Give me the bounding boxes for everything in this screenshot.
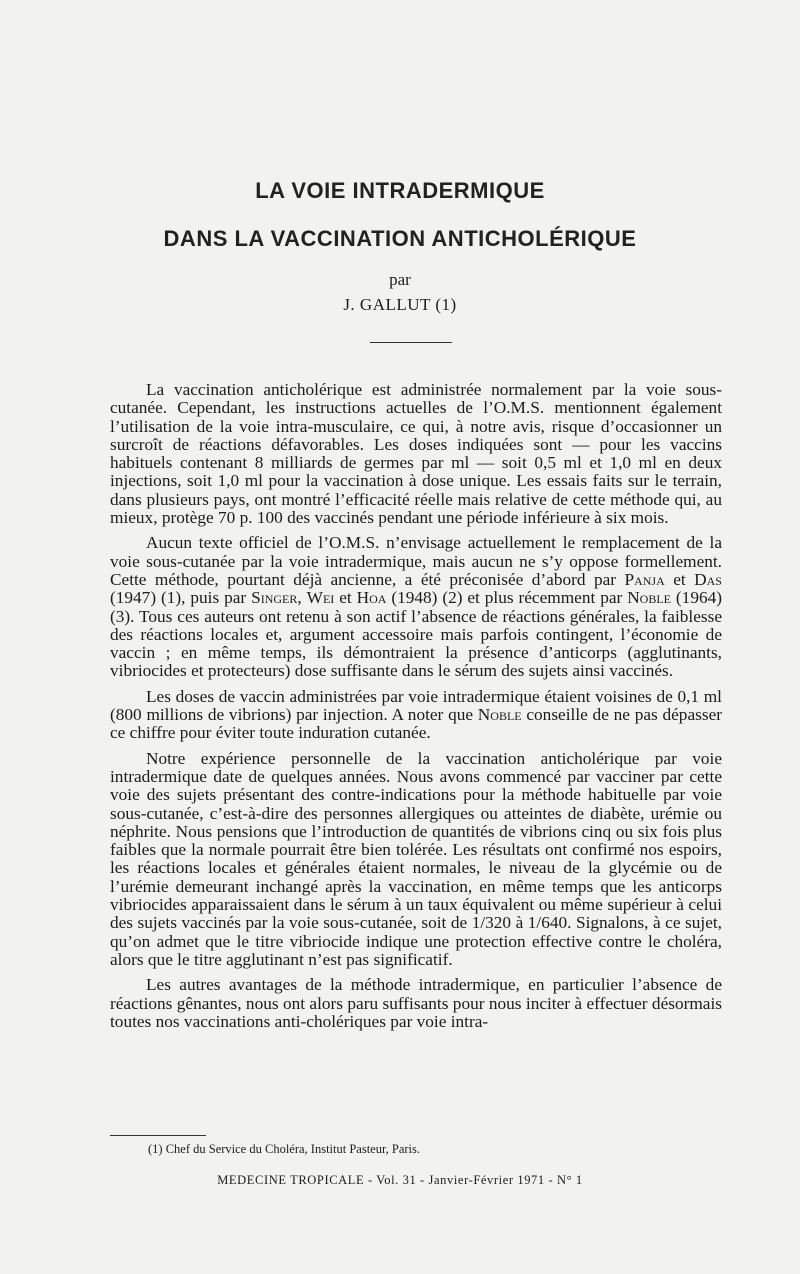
p2-text-e: et <box>334 588 357 608</box>
author-ref-wei: Wei <box>306 588 335 608</box>
author-ref-hoa: Hoa <box>356 588 387 608</box>
p2-text-d: , <box>297 588 307 608</box>
article-title-line-2: DANS LA VACCINATION ANTICHOLÉRIQUE <box>163 226 637 251</box>
article-title-line-1: LA VOIE INTRADERMIQUE <box>255 178 545 203</box>
article-body <box>110 381 722 1038</box>
footnote-rule <box>110 1135 206 1136</box>
p2-text-c: (1947) (1), puis par <box>110 588 252 608</box>
author-ref-das: Das <box>694 569 722 589</box>
title-separator-rule <box>370 342 452 343</box>
p2-text-b: et <box>664 569 695 589</box>
author-name: J. GALLUT (1) <box>343 295 457 314</box>
author-ref-panja: Panja <box>624 569 665 589</box>
paragraph-5: Les autres avantages de la méthode intradermique, en particulier l’absence de réactions gênantes, nous ont alors paru suffisants pour nous inciter à effectuer désormais toutes nos vaccinations anti-cholériques par voie intra- <box>110 975 722 1031</box>
footnote: (1) Chef du Service du Choléra, Institut Pasteur, Paris. <box>148 1142 421 1156</box>
byline-par: par <box>389 270 411 289</box>
p2-text-g: (1964) (3). Tous ces auteurs ont retenu à son actif l’absence de réactions générales, la faiblesse des réactions locales et, argument accessoire mais parfois contingent, l’économie de vaccin ; en même temps, ils démontraient la présence d’anticorps (agglutinants, vibriocides et protecteurs) dose suffisante dans le sérum des sujets ainsi vaccinés. <box>110 588 722 681</box>
paragraph-3 <box>110 688 722 743</box>
p2-text-f: (1948) (2) et plus récemment par <box>386 588 628 608</box>
paragraph-4: Notre expérience personnelle de la vaccination anticholérique par voie intradermique date de quelques années. Nous avons commencé par vacciner par cette voie des sujets présentant des contre-indications pour la méthode habituelle par voie sous-cutanée, c’est-à-dire des personnes allergiques ou atteintes de diabète, urémie ou néphrite. Nous pensions que l’introduction de quantités de vibrions cinq ou six fois plus faibles que la normale pourrait être bien tolérée. Les résultats ont confirmé nos espoirs, les réactions locales et générales étaient normales, le niveau de la glycémie ou de l’urémie demeurant inchangé après la vaccination, en même temps que les anticorps vibriocides apparaissaient dans le sérum à un taux équivalent ou même supérieur à celui des sujets vaccinés par la voie sous-cutanée, soit de 1/320 à 1/640. Signalons, à ce sujet, qu’on admet que le titre vibriocide indique une protection effective contre le choléra, alors que le titre agglutinant n’est pas significatif. <box>110 748 722 969</box>
p3-text-a: Les doses de vaccin administrées par voie intradermique étaient voisines de 0,1 ml (800 millions de vibrions) par injection. A noter que <box>110 686 722 725</box>
paragraph-2 <box>110 534 722 680</box>
journal-footer: MEDECINE TROPICALE - Vol. 31 - Janvier-Février 1971 - N° 1 <box>217 1173 583 1187</box>
paragraph-1: La vaccination anticholérique est administrée normalement par la voie sous-cutanée. Cependant, les instructions actuelles de l’O.M.S. mentionnent également l’utilisation de la voie intra-musculaire, ce qui, à notre avis, risque d’occasionner un surcroît de réactions défavorables. Les doses indiquées sont — pour les vaccins habituels contenant 8 milliards de germes par ml — soit 0,5 ml et 1,0 ml en deux injections, soit 1,0 ml pour la vaccination à dose unique. Les essais faits sur le terrain, dans plusieurs pays, ont montré l’efficacité réelle mais relative de cette méthode qui, au mieux, protège 70 p. 100 des vaccinés pendant une période inférieure à six mois. <box>110 380 722 528</box>
author-ref-noble-2: Noble <box>477 705 522 725</box>
p3-text-b: conseille de ne pas dépasser ce chiffre pour éviter toute induration cutanée. <box>110 705 722 743</box>
author-ref-singer: Singer <box>251 588 298 608</box>
author-ref-noble: Noble <box>627 588 671 608</box>
p2-text-a: Aucun texte officiel de l’O.M.S. n’envisage actuellement le remplacement de la voie sous-cutanée par la voie intradermique, mais aucun ne s’y oppose formellement. Cette méthode, pourtant déjà ancienne, a été préconisée d’abord par <box>110 533 722 589</box>
